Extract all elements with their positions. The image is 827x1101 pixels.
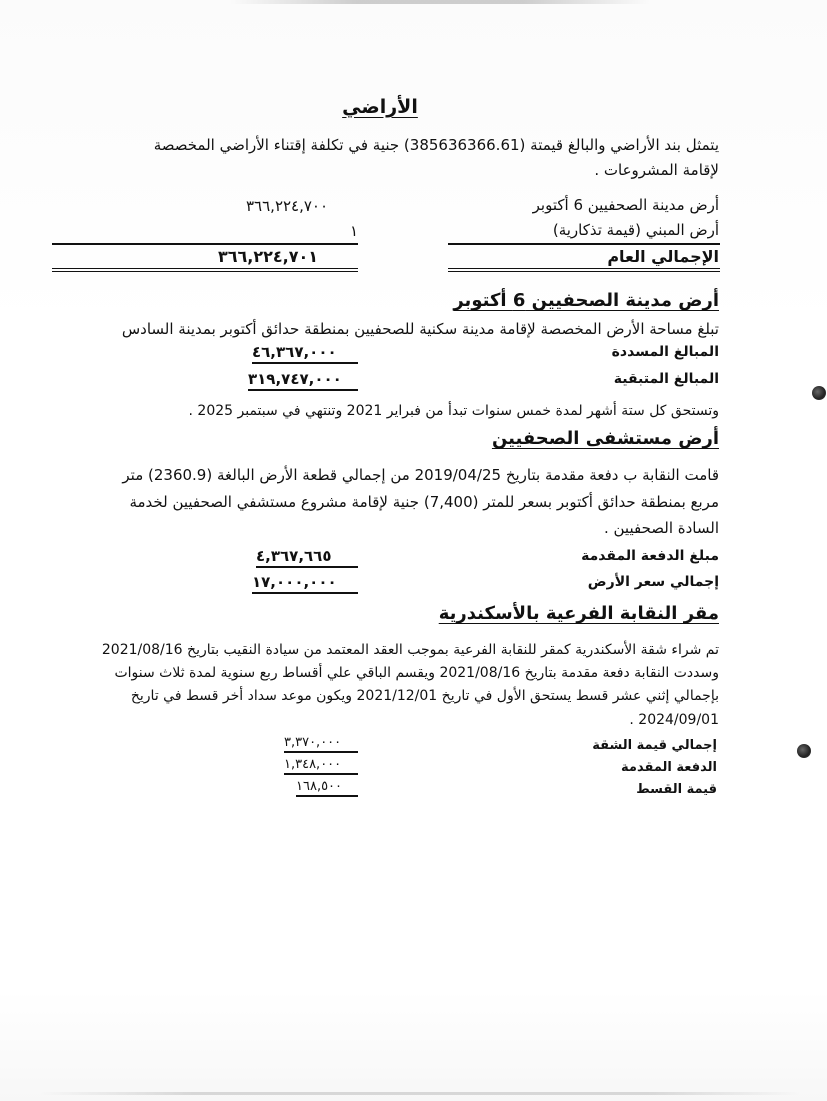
summary-amount-2: ١	[350, 222, 359, 240]
section3-line-1: تم شراء شقة الأسكندرية كمقر للنقابة الفرعية بموجب العقد المعتمد من سيادة النقيب بتاريخ 2021/08/16	[101, 642, 719, 658]
section2-total-label: إجمالي سعر الأرض	[587, 574, 719, 590]
intro-line-1: يتمثل بند الأراضي والبالغ قيمتة (385636366.61) جنية في تكلفة إقتناء الأراضي المخصصة	[153, 136, 719, 154]
section3-apartment-label: إجمالي قيمة الشقة	[592, 738, 717, 753]
section1-remaining-label: المبالغ المتبقية	[613, 371, 719, 387]
summary-amount-1: ٣٦٦,٢٢٤,٧٠٠	[246, 197, 329, 215]
summary-label-1: أرض مدينة الصحفيين 6 أكتوبر	[532, 196, 719, 214]
section3-line-2: وسددت النقابة دفعة مقدمة بتاريخ 2021/08/16 ويقسم الباقي علي أقساط ربع سنوية لمدة ثلاث سنوات	[114, 665, 719, 681]
section3-apartment-amount: ٣,٣٧٠,٠٠٠	[284, 735, 358, 753]
section2-line-3: السادة الصحفيين .	[603, 519, 719, 537]
summary-total-rule-left-1	[52, 268, 358, 269]
section3-line-4: 2024/09/01 .	[629, 712, 719, 728]
intro-line-2: لإقامة المشروعات .	[594, 161, 719, 179]
summary-rule-left	[52, 243, 358, 245]
section3-line-3: بإجمالي إثني عشر قسط يستحق الأول في تاريخ 2021/12/01 ويكون موعد سداد أخر قسط في تاريخ	[130, 688, 719, 704]
section1-paid-amount: ٤٦,٣٦٧,٠٠٠	[252, 343, 358, 364]
punch-hole-icon	[797, 744, 811, 758]
scan-artifact-bottom	[40, 1092, 800, 1095]
summary-total-rule-right-1	[448, 268, 720, 269]
summary-total-rule-left-2	[52, 271, 358, 272]
section1-paid-label: المبالغ المسددة	[611, 344, 719, 360]
section2-line-1: قامت النقابة ب دفعة مقدمة بتاريخ 2019/04/25 من إجمالي قطعة الأرض البالغة (2360.9) متر	[122, 466, 719, 484]
section1-note: وتستحق كل ستة أشهر لمدة خمس سنوات تبدأ من فبراير 2021 وتنتهي في سبتمبر 2025 .	[188, 403, 719, 419]
page-title: الأراضي	[342, 96, 418, 118]
section3-installment-label: قيمة القسط	[636, 782, 717, 797]
section2-line-2: مربع بمنطقة حدائق أكتوبر بسعر للمتر (7,400) جنية لإقامة مشروع مستشفي الصحفيين لخدمة	[129, 493, 719, 511]
summary-total-amount: ٣٦٦,٢٢٤,٧٠١	[218, 247, 319, 266]
section2-downpayment-label: مبلغ الدفعة المقدمة	[581, 548, 719, 564]
summary-rule-right	[448, 243, 720, 245]
section2-downpayment-amount: ٤,٣٦٧,٦٦٥	[256, 547, 358, 568]
summary-label-2: أرض المبني (قيمة تذكارية)	[552, 221, 719, 239]
section1-heading: أرض مدينة الصحفيين 6 أكتوبر	[453, 290, 719, 311]
section1-remaining-amount: ٣١٩,٧٤٧,٠٠٠	[248, 370, 358, 391]
section1-text: تبلغ مساحة الأرض المخصصة لإقامة مدينة سكنية للصحفيين بمنطقة حدائق أكتوبر بمدينة السادس	[121, 320, 719, 338]
section3-downpayment-amount: ١,٣٤٨,٠٠٠	[284, 757, 358, 775]
section3-downpayment-label: الدفعة المقدمة	[621, 760, 717, 775]
section2-total-amount: ١٧,٠٠٠,٠٠٠	[252, 573, 358, 594]
section3-heading: مقر النقابة الفرعية بالأسكندرية	[438, 603, 719, 624]
summary-total-label: الإجمالي العام	[607, 247, 719, 266]
summary-total-rule-right-2	[448, 271, 720, 272]
scan-artifact-top	[230, 0, 650, 4]
section3-installment-amount: ١٦٨,٥٠٠	[296, 779, 358, 797]
punch-hole-icon	[812, 386, 826, 400]
section2-heading: أرض مستشفى الصحفيين	[491, 428, 719, 449]
